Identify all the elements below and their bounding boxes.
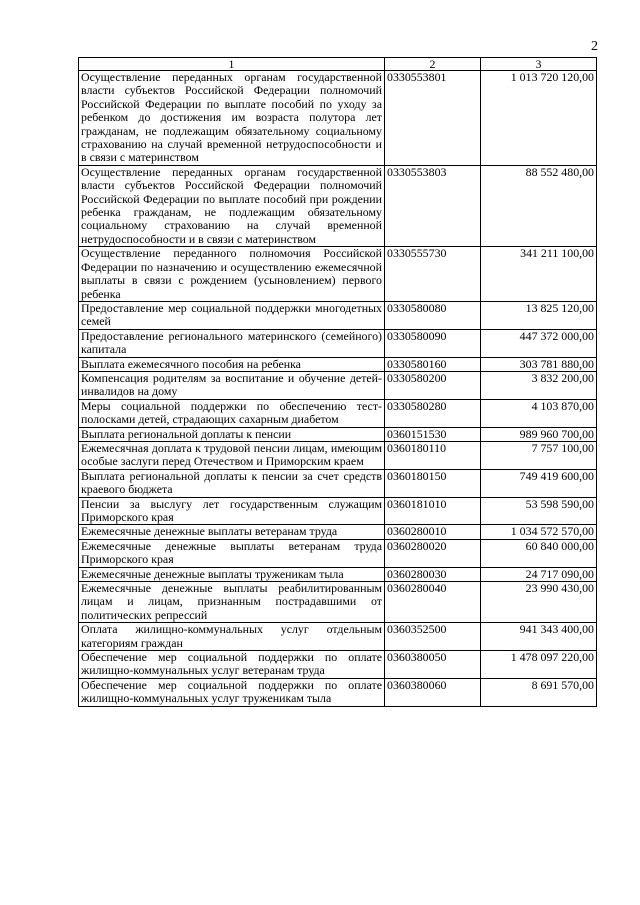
row-description: Выплата региональной доплаты к пенсии <box>79 427 385 441</box>
row-code: 0360280020 <box>385 539 481 567</box>
row-amount: 4 103 870,00 <box>481 399 597 427</box>
table-body <box>79 71 597 707</box>
table-row <box>79 497 597 525</box>
row-code: 0330553801 <box>385 71 481 166</box>
table-row <box>79 678 597 706</box>
row-code: 0360352500 <box>385 623 481 651</box>
row-amount: 13 825 120,00 <box>481 301 597 329</box>
table-header <box>79 58 597 71</box>
header-col-3: 3 <box>481 58 597 71</box>
row-code: 0360180150 <box>385 469 481 497</box>
table-row <box>79 525 597 539</box>
row-code: 0330555730 <box>385 247 481 302</box>
row-amount: 941 343 400,00 <box>481 623 597 651</box>
row-description: Выплата ежемесячного пособия на ребенка <box>79 357 385 371</box>
budget-table <box>78 57 597 707</box>
row-description: Обеспечение мер социальной поддержки по оплате жилищно-коммунальных услуг ветеранам труда <box>79 651 385 679</box>
table-row <box>79 357 597 371</box>
table-row <box>79 399 597 427</box>
table-row <box>79 539 597 567</box>
row-description: Ежемесячные денежные выплаты реабилитированным лицам и лицам, признанным пострадавшими от политических репрессий <box>79 582 385 623</box>
row-amount: 303 781 880,00 <box>481 357 597 371</box>
header-row <box>79 58 597 71</box>
row-description: Выплата региональной доплаты к пенсии за счет средств краевого бюджета <box>79 469 385 497</box>
row-description: Меры социальной поддержки по обеспечению тест-полосками детей, страдающих сахарным диабетом <box>79 399 385 427</box>
row-description: Оплата жилищно-коммунальных услуг отдельным категориям граждан <box>79 623 385 651</box>
row-description: Ежемесячные денежные выплаты ветеранам труда <box>79 525 385 539</box>
row-description: Пенсии за выслугу лет государственным служащим Приморского края <box>79 497 385 525</box>
row-amount: 23 990 430,00 <box>481 582 597 623</box>
table-row <box>79 623 597 651</box>
row-description: Осуществление переданных органам государственной власти субъектов Российской Федерации полномочий Российской Федерации по выплате пособий при рождении ребенка гражданам, не подлежащим обязательному социальному страхованию на случай временной нетрудоспособности и в связи с материнством <box>79 165 385 246</box>
row-code: 0360380050 <box>385 651 481 679</box>
row-amount: 989 960 700,00 <box>481 427 597 441</box>
row-description: Предоставление мер социальной поддержки многодетных семей <box>79 301 385 329</box>
row-description: Обеспечение мер социальной поддержки по оплате жилищно-коммунальных услуг труженикам тыла <box>79 678 385 706</box>
table-row <box>79 71 597 166</box>
row-description: Ежемесячные денежные выплаты ветеранам труда Приморского края <box>79 539 385 567</box>
row-amount: 749 419 600,00 <box>481 469 597 497</box>
row-amount: 1 478 097 220,00 <box>481 651 597 679</box>
table-row <box>79 582 597 623</box>
row-code: 0360180110 <box>385 441 481 469</box>
row-amount: 60 840 000,00 <box>481 539 597 567</box>
row-code: 0330580090 <box>385 329 481 357</box>
row-description: Компенсация родителям за воспитание и обучение детей-инвалидов на дому <box>79 371 385 399</box>
header-col-1: 1 <box>79 58 385 71</box>
row-code: 0360151530 <box>385 427 481 441</box>
table-row <box>79 567 597 581</box>
row-amount: 3 832 200,00 <box>481 371 597 399</box>
row-amount: 7 757 100,00 <box>481 441 597 469</box>
row-description: Ежемесячная доплата к трудовой пенсии лицам, имеющим особые заслуги перед Отечеством и Приморским краем <box>79 441 385 469</box>
row-code: 0330553803 <box>385 165 481 246</box>
table-row <box>79 301 597 329</box>
page-number: 2 <box>591 39 598 54</box>
table-row <box>79 247 597 302</box>
table-row <box>79 441 597 469</box>
row-description: Предоставление регионального материнского (семейного) капитала <box>79 329 385 357</box>
row-code: 0330580200 <box>385 371 481 399</box>
row-code: 0360280030 <box>385 567 481 581</box>
table-row <box>79 329 597 357</box>
table-row <box>79 469 597 497</box>
row-amount: 53 598 590,00 <box>481 497 597 525</box>
row-amount: 447 372 000,00 <box>481 329 597 357</box>
table-row <box>79 651 597 679</box>
row-amount: 1 013 720 120,00 <box>481 71 597 166</box>
row-description: Ежемесячные денежные выплаты труженикам тыла <box>79 567 385 581</box>
row-amount: 88 552 480,00 <box>481 165 597 246</box>
row-amount: 24 717 090,00 <box>481 567 597 581</box>
table-row <box>79 371 597 399</box>
row-code: 0360280040 <box>385 582 481 623</box>
row-code: 0330580160 <box>385 357 481 371</box>
table-row <box>79 165 597 246</box>
row-amount: 8 691 570,00 <box>481 678 597 706</box>
table-row <box>79 427 597 441</box>
row-code: 0330580080 <box>385 301 481 329</box>
header-col-2: 2 <box>385 58 481 71</box>
row-code: 0360280010 <box>385 525 481 539</box>
row-description: Осуществление переданных органам государственной власти субъектов Российской Федерации полномочий Российской Федерации по выплате пособий по уходу за ребенком до достижения им возраста полутора лет гражданам, не подлежащим обязательному социальному страхованию на случай временной нетрудоспособности и в связи с материнством <box>79 71 385 166</box>
row-code: 0360181010 <box>385 497 481 525</box>
row-description: Осуществление переданного полномочия Российской Федерации по назначению и осуществлению ежемесячной выплаты в связи с рождением (усыновлением) первого ребенка <box>79 247 385 302</box>
row-amount: 1 034 572 570,00 <box>481 525 597 539</box>
row-amount: 341 211 100,00 <box>481 247 597 302</box>
row-code: 0330580280 <box>385 399 481 427</box>
row-code: 0360380060 <box>385 678 481 706</box>
